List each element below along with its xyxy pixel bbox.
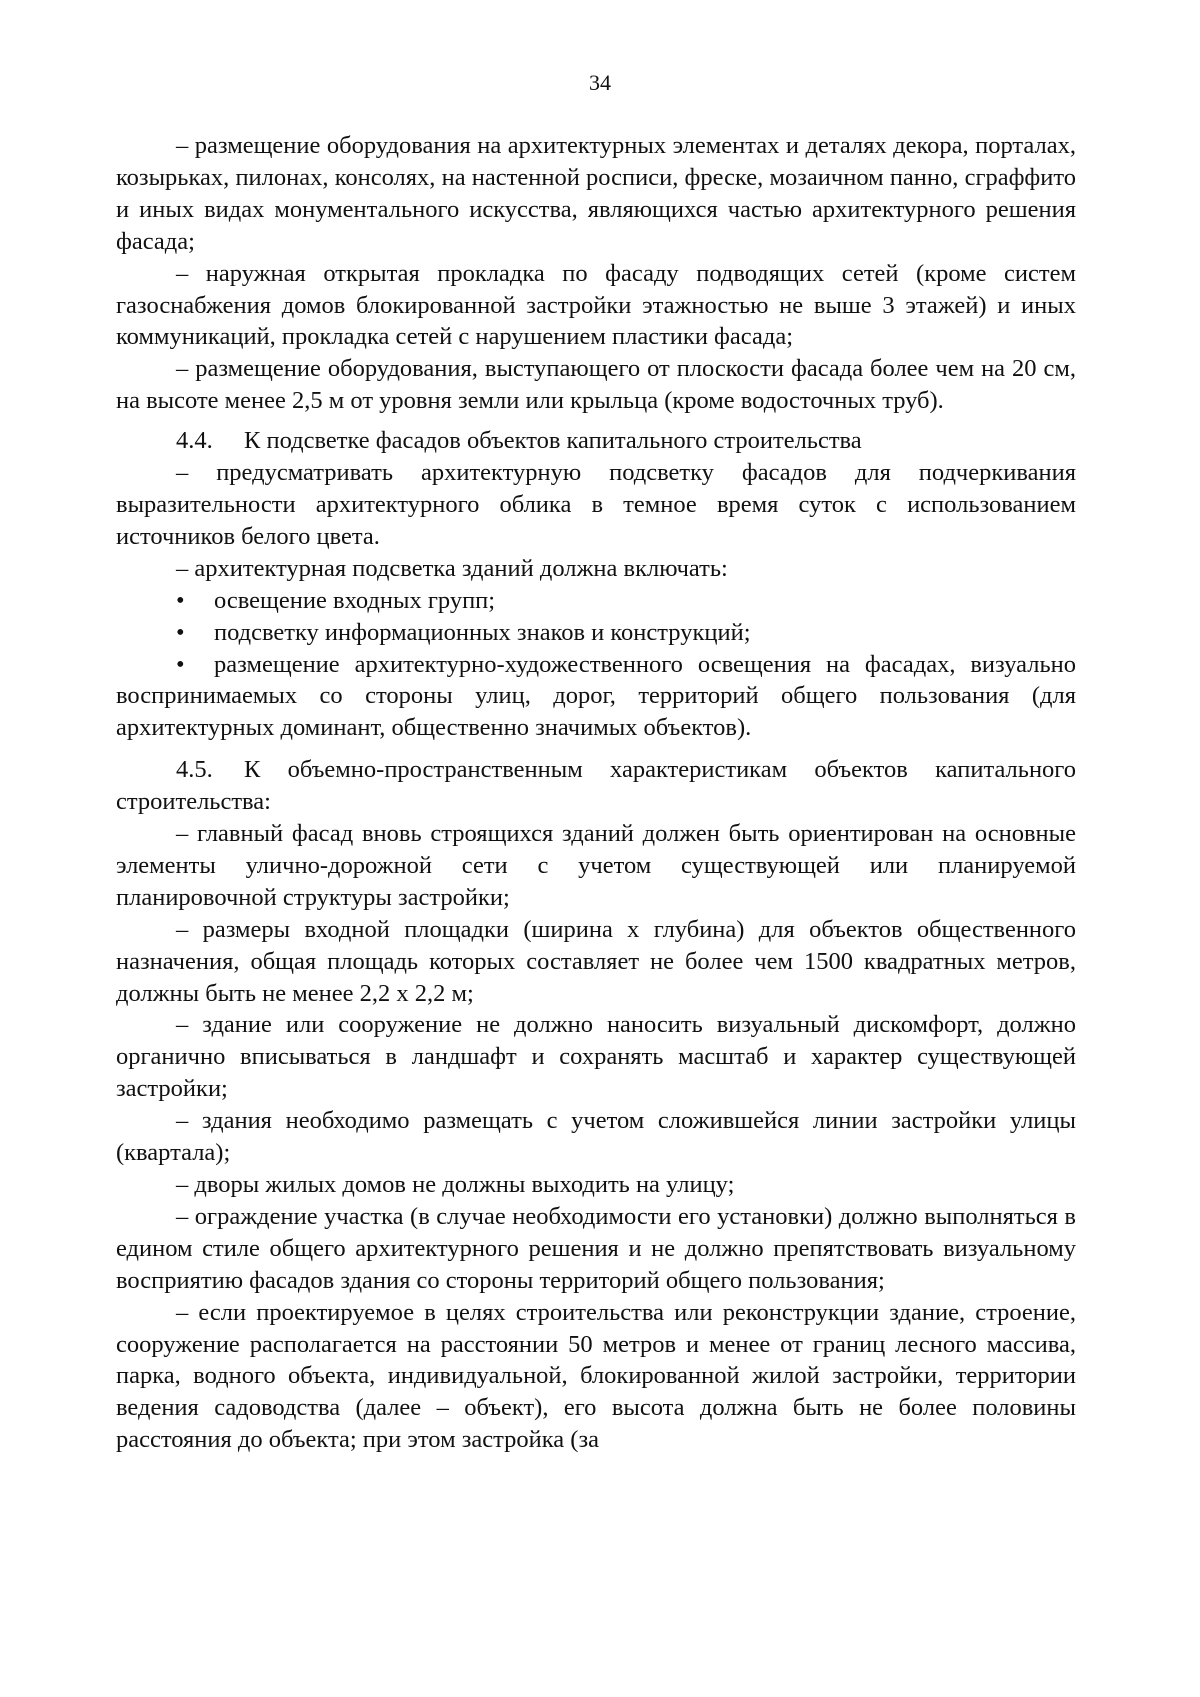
paragraph-equipment-on-decor: – размещение оборудования на архитектурных элементах и деталях декора, порталах, козырьках, пилонах, консолях, на настенной росписи, фреске, мозаичном панно, сграффито и иных видах монументального искусства, являющихся частью архитектурного решения фасада; — [116, 132, 1076, 255]
paragraph-visual-comfort: – здание или сооружение не должно наносить визуальный дискомфорт, должно органично вписываться в ландшафт и сохранять масштаб и характер существующей застройки; — [116, 1011, 1076, 1103]
bullet-item-text: подсветку информационных знаков и конструкций; — [214, 618, 751, 646]
paragraph-building-height: – если проектируемое в целях строительства или реконструкции здание, строение, сооружение располагается на расстоянии 50 метров и менее от границ лесного массива, парка, водного объекта, индивидуальной, блокированной жилой застройки, территории ведения садоводства (далее – объект), его высота должна быть не более половины расстояния до объекта; при этом застройка (за — [116, 1298, 1076, 1454]
paragraph-open-networks: – наружная открытая прокладка по фасаду подводящих сетей (кроме систем газоснабжения домов блокированной застройки этажностью не выше 3 этажей) и иных коммуникаций, прокладка сетей с нарушением пластики фасада; — [116, 259, 1076, 351]
section-4-5-heading — [116, 754, 1076, 818]
paragraph-entrance-area: – размеры входной площадки (ширина х глубина) для объектов общественного назначения, общая площадь которых составляет не более чем 1500 квадратных метров, должны быть не менее 2,2 х 2,2 м; — [116, 915, 1076, 1007]
paragraph-main-facade: – главный фасад вновь строящихся зданий должен быть ориентирован на основные элементы улично-дорожной сети с учетом существующей или планируемой планировочной структуры застройки; — [116, 820, 1076, 911]
paragraph-yards: – дворы жилых домов не должны выходить на улицу; — [176, 1171, 735, 1198]
bullet-item-sign-lighting — [116, 617, 1076, 649]
bullet-icon: • — [176, 586, 185, 614]
bullet-item-text: размещение архитектурно-художественного освещения на фасадах, визуально воспринимаемых со стороны улиц, дорог, территорий общего пользования (для архитектурных доминант, общественно значимых объектов). — [116, 650, 1076, 742]
section-4-5-number: 4.5. — [176, 756, 213, 784]
page-number: 34 — [589, 70, 611, 95]
section-4-4-title: К подсветке фасадов объектов капитального строительства — [244, 427, 862, 455]
paragraph-lighting-includes: – архитектурная подсветка зданий должна включать: — [176, 554, 728, 582]
paragraph-protruding-equipment: – размещение оборудования, выступающего от плоскости фасада более чем на 20 см, на высоте менее 2,5 м от уровня земли или крыльца (кроме водосточных труб). — [116, 355, 1076, 415]
document-body — [116, 130, 1076, 1456]
bullet-item-entrance-lighting — [116, 585, 1076, 617]
bullet-item-facade-lighting — [116, 649, 1076, 745]
section-4-5-title: К объемно-пространственным характеристикам объектов капитального строительства: — [116, 756, 1076, 816]
bullet-icon: • — [176, 650, 185, 678]
paragraph-lighting-provision: – предусматривать архитектурную подсветку фасадов для подчеркивания выразительности архитектурного облика в темное время суток с использованием источников белого цвета. — [116, 459, 1076, 550]
section-4-4-heading — [116, 425, 1076, 457]
bullet-icon: • — [176, 618, 185, 646]
paragraph-fencing: – ограждение участка (в случае необходимости его установки) должно выполняться в едином стиле общего архитектурного решения и не должно препятствовать визуальному восприятию фасадов здания со стороны территорий общего пользования; — [116, 1202, 1076, 1294]
bullet-item-text: освещение входных групп; — [214, 586, 496, 614]
paragraph-building-line: – здания необходимо размещать с учетом сложившейся линии застройки улицы (квартала); — [116, 1107, 1076, 1167]
section-4-4-number: 4.4. — [176, 427, 213, 455]
